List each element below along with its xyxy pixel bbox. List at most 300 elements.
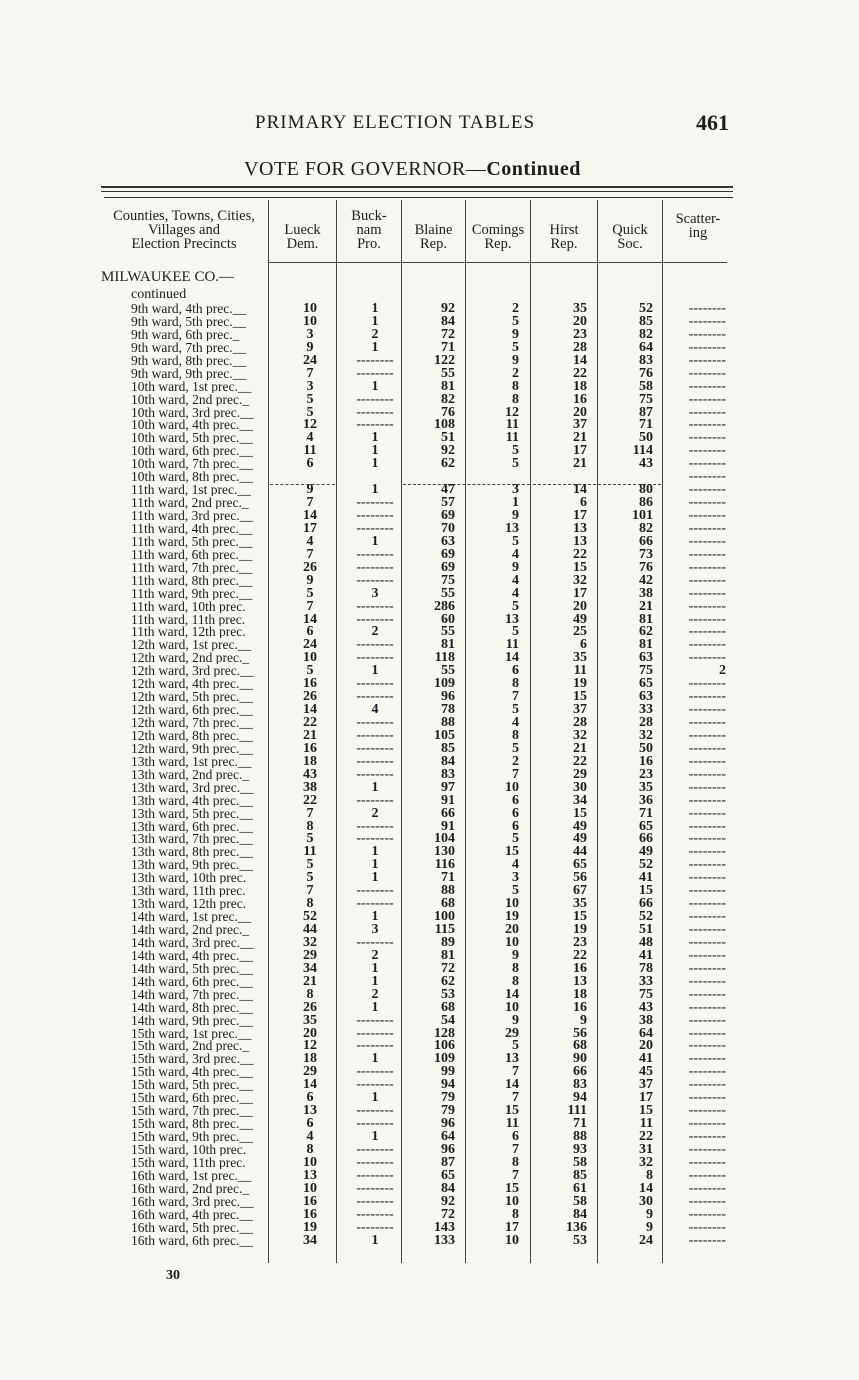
precinct-name: 14th ward, 3rd prec.__ xyxy=(131,935,254,949)
bucknam-votes: -------- xyxy=(356,1206,394,1222)
scattering-votes: -------- xyxy=(688,1077,726,1093)
hirst-votes: 35 xyxy=(573,896,587,912)
lueck-votes: 29 xyxy=(303,1064,317,1080)
bucknam-votes: -------- xyxy=(356,715,394,730)
scattering-votes: -------- xyxy=(688,973,726,989)
table-row xyxy=(0,1078,859,1091)
comings-votes: 6 xyxy=(512,1129,519,1144)
comings-votes: 10 xyxy=(505,1193,519,1209)
precinct-name: 12th ward, 8th prec.__ xyxy=(131,728,253,742)
bucknam-votes: -------- xyxy=(356,404,394,420)
precinct-name: 10th ward, 2nd prec._ xyxy=(131,392,250,406)
table-row xyxy=(0,574,859,587)
precinct-name: 9th ward, 5th prec.__ xyxy=(131,314,247,328)
quick-votes: 75 xyxy=(639,663,653,679)
blaine-votes: 57 xyxy=(441,495,455,511)
quick-votes: 62 xyxy=(639,624,653,640)
scattering-votes: -------- xyxy=(688,1154,726,1170)
blaine-votes: 62 xyxy=(441,456,455,472)
comings-votes: 14 xyxy=(505,986,519,1002)
quick-votes: 64 xyxy=(639,1025,653,1041)
precinct-name: 12th ward, 7th prec.__ xyxy=(131,716,253,729)
precinct-name: 11th ward, 5th prec.__ xyxy=(131,534,253,548)
blaine-votes: 92 xyxy=(441,443,455,459)
header-underline xyxy=(663,262,727,263)
lueck-votes: 16 xyxy=(303,740,317,756)
bucknam-votes: 1 xyxy=(371,378,379,394)
scattering-votes: -------- xyxy=(688,870,726,886)
quick-votes: 76 xyxy=(639,559,653,575)
table-row xyxy=(0,522,859,535)
comings-votes: 12 xyxy=(505,404,519,420)
precinct-name: 11th ward, 8th prec.__ xyxy=(131,573,253,587)
table-row xyxy=(0,431,859,444)
lueck-votes: 16 xyxy=(303,676,317,692)
precinct-name: 13th ward, 11th prec. xyxy=(131,884,246,898)
precinct-name: 16th ward, 3rd prec.__ xyxy=(131,1194,254,1208)
precinct-name: 11th ward, 6th prec.__ xyxy=(131,547,253,561)
table-row xyxy=(0,1156,859,1169)
precinct-name: 15th ward, 4th prec.__ xyxy=(131,1065,253,1079)
table-row xyxy=(0,988,859,1001)
comings-votes: 5 xyxy=(512,740,519,756)
precinct-name: 9th ward, 6th prec._ xyxy=(131,327,240,341)
blaine-votes: 85 xyxy=(441,740,455,756)
quick-votes: 32 xyxy=(639,727,653,743)
bucknam-votes: -------- xyxy=(356,1038,394,1054)
blaine-votes: 75 xyxy=(441,572,455,588)
blaine-votes: 81 xyxy=(441,947,455,963)
hirst-votes: 15 xyxy=(573,689,587,705)
comings-votes: 9 xyxy=(512,947,519,963)
comings-votes: 5 xyxy=(512,456,519,472)
precinct-name: 11th ward, 9th prec.__ xyxy=(131,586,253,600)
table-row xyxy=(0,1014,859,1027)
comings-votes: 10 xyxy=(505,999,519,1015)
comings-votes: 8 xyxy=(512,1206,519,1222)
quick-votes: 11 xyxy=(639,1116,653,1132)
comings-votes: 11 xyxy=(505,430,519,446)
table-row xyxy=(0,625,859,638)
bucknam-votes: 4 xyxy=(371,702,379,718)
table-row xyxy=(0,509,859,522)
quick-votes: 21 xyxy=(639,598,653,614)
blaine-votes: 92 xyxy=(441,1193,455,1209)
bucknam-votes: -------- xyxy=(356,1141,394,1157)
lueck-votes: 5 xyxy=(306,663,314,679)
blaine-votes: 118 xyxy=(434,650,455,666)
blaine-votes: 99 xyxy=(441,1064,455,1080)
quick-votes: 64 xyxy=(639,339,653,355)
bucknam-votes: 1 xyxy=(371,999,379,1015)
precinct-name: 11th ward, 11th prec. xyxy=(131,612,246,626)
precinct-name: 14th ward, 5th prec.__ xyxy=(131,961,253,975)
scattering-votes: -------- xyxy=(688,637,726,653)
table-row xyxy=(0,807,859,820)
quick-votes: 43 xyxy=(639,456,653,472)
table-row xyxy=(0,548,859,561)
hirst-votes: 35 xyxy=(573,301,587,316)
hirst-votes: 49 xyxy=(573,831,587,847)
bucknam-votes: -------- xyxy=(356,598,394,614)
table-row xyxy=(0,1001,859,1014)
scattering-votes: -------- xyxy=(688,934,726,950)
blaine-votes: 88 xyxy=(441,883,455,899)
table-row xyxy=(0,742,859,755)
quick-votes: 52 xyxy=(639,301,653,316)
comings-votes: 5 xyxy=(512,598,519,614)
lueck-votes: 6 xyxy=(306,1090,314,1106)
hirst-votes: 29 xyxy=(573,766,587,782)
lueck-votes: 7 xyxy=(306,365,314,381)
scattering-votes: -------- xyxy=(688,1167,726,1183)
blaine-votes: 133 xyxy=(434,1232,455,1248)
blaine-votes: 55 xyxy=(441,624,455,640)
hirst-votes: 20 xyxy=(573,598,587,614)
bucknam-votes: -------- xyxy=(356,1167,394,1183)
quick-votes: 31 xyxy=(639,1141,653,1157)
bucknam-votes: -------- xyxy=(356,1116,394,1132)
precinct-name: 12th ward, 4th prec.__ xyxy=(131,677,253,691)
scattering-votes: -------- xyxy=(688,533,726,549)
scattering-votes: -------- xyxy=(688,753,726,769)
comings-votes: 10 xyxy=(505,779,519,795)
comings-votes: 3 xyxy=(512,482,519,498)
quick-votes: 65 xyxy=(639,676,653,692)
table-row xyxy=(0,315,859,328)
comings-votes: 5 xyxy=(512,533,519,549)
precinct-name: 13th ward, 9th prec.__ xyxy=(131,858,253,872)
bucknam-votes: -------- xyxy=(356,689,394,705)
header-underline xyxy=(269,262,336,263)
precinct-name: 14th ward, 8th prec.__ xyxy=(131,1000,253,1014)
hirst-votes: 56 xyxy=(573,870,587,886)
lueck-votes: 12 xyxy=(303,1038,317,1054)
comings-votes: 14 xyxy=(505,650,519,666)
scattering-votes: -------- xyxy=(688,326,726,342)
hirst-votes: 23 xyxy=(573,934,587,950)
hirst-votes: 67 xyxy=(573,883,587,899)
precinct-name: 15th ward, 6th prec.__ xyxy=(131,1091,253,1105)
bucknam-votes: 1 xyxy=(371,456,379,472)
blaine-votes: 68 xyxy=(441,896,455,912)
hirst-votes: 83 xyxy=(573,1077,587,1093)
hirst-votes: 15 xyxy=(573,559,587,575)
blaine-votes: 55 xyxy=(441,585,455,601)
table-row xyxy=(0,496,859,509)
lueck-votes: 11 xyxy=(303,443,317,459)
quick-votes: 49 xyxy=(639,844,653,860)
scattering-votes: -------- xyxy=(688,740,726,756)
comings-votes: 9 xyxy=(512,1012,519,1028)
comings-votes: 10 xyxy=(505,934,519,950)
comings-votes: 4 xyxy=(512,572,519,588)
precinct-name: 14th ward, 2nd prec._ xyxy=(131,923,250,936)
hirst-votes: 28 xyxy=(573,715,587,730)
bucknam-votes: 2 xyxy=(371,947,379,963)
table-row xyxy=(0,690,859,703)
comings-votes: 29 xyxy=(505,1025,519,1041)
bucknam-votes: -------- xyxy=(356,727,394,743)
lueck-votes: 26 xyxy=(303,999,317,1015)
hirst-votes: 49 xyxy=(573,611,587,627)
blaine-votes: 108 xyxy=(434,417,455,433)
column-header-comings: Comings Rep. xyxy=(471,222,525,252)
table-row xyxy=(0,354,859,367)
bucknam-votes: 1 xyxy=(371,430,379,446)
scattering-votes: -------- xyxy=(688,1038,726,1054)
bucknam-votes: -------- xyxy=(356,508,394,523)
scattering-votes: -------- xyxy=(688,883,726,899)
hirst-votes: 19 xyxy=(573,676,587,692)
lueck-votes: 9 xyxy=(306,572,314,588)
quick-votes: 33 xyxy=(639,973,653,989)
quick-votes: 32 xyxy=(639,1154,653,1170)
page-number: 461 xyxy=(696,110,729,135)
scattering-votes: -------- xyxy=(688,495,726,511)
quick-votes: 86 xyxy=(639,495,653,511)
blaine-votes: 79 xyxy=(441,1103,455,1119)
quick-votes: 73 xyxy=(639,546,653,562)
comings-votes: 2 xyxy=(512,753,519,769)
table-row xyxy=(0,328,859,341)
lueck-votes: 8 xyxy=(306,986,314,1002)
quick-votes: 43 xyxy=(639,999,653,1015)
bucknam-votes: 1 xyxy=(371,443,379,459)
comings-votes: 8 xyxy=(512,973,519,989)
lueck-votes: 26 xyxy=(303,559,317,575)
bucknam-votes: 2 xyxy=(371,326,379,342)
table-row xyxy=(0,483,859,496)
precinct-name: 13th ward, 7th prec.__ xyxy=(131,832,253,846)
blaine-votes: 84 xyxy=(441,1180,455,1196)
precinct-name: 9th ward, 9th prec.__ xyxy=(131,366,247,380)
lueck-votes: 6 xyxy=(306,624,314,640)
bucknam-votes: 1 xyxy=(371,482,379,498)
blaine-votes: 105 xyxy=(434,727,455,743)
hirst-votes: 53 xyxy=(573,1232,587,1248)
precinct-name: 10th ward, 6th prec.__ xyxy=(131,444,253,458)
hirst-votes: 6 xyxy=(580,495,587,511)
bucknam-votes: 1 xyxy=(371,909,379,925)
bucknam-votes: -------- xyxy=(356,818,394,834)
quick-votes: 35 xyxy=(639,779,653,795)
quick-votes: 15 xyxy=(639,883,653,899)
quick-votes: 66 xyxy=(639,533,653,549)
scattering-votes: -------- xyxy=(688,792,726,808)
table-row xyxy=(0,677,859,690)
quick-votes: 75 xyxy=(639,391,653,407)
comings-votes: 9 xyxy=(512,559,519,575)
lueck-votes: 4 xyxy=(306,1129,314,1144)
quick-votes: 37 xyxy=(639,1077,653,1093)
blaine-votes: 72 xyxy=(441,1206,455,1222)
scattering-votes: -------- xyxy=(688,986,726,1002)
bucknam-votes: -------- xyxy=(356,896,394,912)
comings-votes: 5 xyxy=(512,313,519,329)
blaine-votes: 143 xyxy=(434,1219,455,1235)
quick-votes: 51 xyxy=(639,922,653,937)
scattering-votes: -------- xyxy=(688,844,726,860)
county-heading: MILWAUKEE CO.— xyxy=(101,269,235,285)
precinct-name: 14th ward, 9th prec.__ xyxy=(131,1013,253,1027)
comings-votes: 15 xyxy=(505,844,519,860)
table-row xyxy=(0,949,859,962)
blaine-votes: 65 xyxy=(441,1167,455,1183)
table-title-main: VOTE FOR GOVERNOR— xyxy=(244,158,487,180)
quick-votes: 83 xyxy=(639,352,653,368)
blaine-votes: 89 xyxy=(441,934,455,950)
hirst-votes: 17 xyxy=(573,443,587,459)
bucknam-votes: -------- xyxy=(356,883,394,899)
comings-votes: 7 xyxy=(512,689,519,705)
table-row xyxy=(0,1130,859,1143)
blaine-votes: 100 xyxy=(434,909,455,925)
bucknam-votes: -------- xyxy=(356,352,394,368)
quick-votes: 16 xyxy=(639,753,653,769)
precinct-name: 15th ward, 5th prec.__ xyxy=(131,1078,253,1092)
hirst-votes: 35 xyxy=(573,650,587,666)
comings-votes: 10 xyxy=(505,1232,519,1248)
blaine-votes: 91 xyxy=(441,792,455,808)
quick-votes: 41 xyxy=(639,1051,653,1067)
quick-votes: 38 xyxy=(639,585,653,601)
blaine-votes: 115 xyxy=(434,922,455,937)
precinct-name: 13th ward, 8th prec.__ xyxy=(131,845,253,859)
column-header-bucknam: Buck- nam Pro. xyxy=(351,208,387,252)
quick-votes: 52 xyxy=(639,857,653,873)
lueck-votes: 14 xyxy=(303,1077,317,1093)
blaine-votes: 66 xyxy=(441,805,455,821)
lueck-votes: 22 xyxy=(303,715,317,730)
hirst-votes: 11 xyxy=(573,663,587,679)
hirst-votes: 32 xyxy=(573,727,587,743)
scattering-votes: -------- xyxy=(688,857,726,873)
quick-votes: 82 xyxy=(639,326,653,342)
table-row xyxy=(0,910,859,923)
quick-votes: 63 xyxy=(639,650,653,666)
quick-votes: 71 xyxy=(639,417,653,433)
comings-votes: 5 xyxy=(512,883,519,899)
lueck-votes: 9 xyxy=(306,482,314,498)
table-row xyxy=(0,1104,859,1117)
lueck-votes: 10 xyxy=(303,1180,317,1196)
header-underline xyxy=(531,262,597,263)
lueck-votes: 8 xyxy=(306,1141,314,1157)
scattering-votes: -------- xyxy=(688,482,726,498)
bucknam-votes: 1 xyxy=(371,533,379,549)
table-row xyxy=(0,1143,859,1156)
bucknam-votes: 1 xyxy=(371,339,379,355)
blaine-votes: 64 xyxy=(441,1129,455,1144)
comings-votes: 5 xyxy=(512,1038,519,1054)
blaine-votes: 106 xyxy=(434,1038,455,1054)
precinct-name: 10th ward, 5th prec.__ xyxy=(131,431,253,445)
scattering-votes: -------- xyxy=(688,1012,726,1028)
hirst-votes: 22 xyxy=(573,753,587,769)
lueck-votes: 43 xyxy=(303,766,317,782)
scattering-votes: -------- xyxy=(688,1193,726,1209)
column-header-blaine: Blaine Rep. xyxy=(414,222,453,252)
blaine-votes: 53 xyxy=(441,986,455,1002)
top-rule xyxy=(101,186,733,188)
table-row xyxy=(0,651,859,664)
hirst-votes: 20 xyxy=(573,404,587,420)
comings-votes: 7 xyxy=(512,1167,519,1183)
blaine-votes: 70 xyxy=(441,520,455,536)
quick-votes: 66 xyxy=(639,831,653,847)
comings-votes: 9 xyxy=(512,508,519,523)
hirst-votes: 37 xyxy=(573,417,587,433)
precinct-name: 16th ward, 6th prec.__ xyxy=(131,1233,253,1247)
bucknam-votes: -------- xyxy=(356,1219,394,1235)
blaine-votes: 128 xyxy=(434,1025,455,1041)
quick-votes: 75 xyxy=(639,986,653,1002)
scattering-votes: -------- xyxy=(688,378,726,394)
precinct-name: 11th ward, 1st prec.__ xyxy=(131,483,251,497)
scattering-votes: -------- xyxy=(688,805,726,821)
lueck-votes: 10 xyxy=(303,313,317,329)
blaine-votes: 92 xyxy=(441,301,455,316)
quick-votes: 66 xyxy=(639,896,653,912)
hirst-votes: 15 xyxy=(573,805,587,821)
scattering-votes: -------- xyxy=(688,365,726,381)
blaine-votes: 83 xyxy=(441,766,455,782)
hirst-votes: 23 xyxy=(573,326,587,342)
comings-votes: 7 xyxy=(512,766,519,782)
comings-votes: 9 xyxy=(512,326,519,342)
blaine-votes: 63 xyxy=(441,533,455,549)
scattering-votes: -------- xyxy=(688,430,726,446)
table-row xyxy=(0,418,859,431)
precinct-name: 15th ward, 8th prec.__ xyxy=(131,1117,253,1131)
precinct-name: 12th ward, 6th prec.__ xyxy=(131,703,253,717)
blaine-votes: 130 xyxy=(434,844,455,860)
lueck-votes: 3 xyxy=(306,378,314,394)
lueck-votes: 5 xyxy=(306,404,314,420)
lueck-votes: 5 xyxy=(306,831,314,847)
quick-votes: 24 xyxy=(639,1232,653,1248)
hirst-votes: 84 xyxy=(573,1206,587,1222)
hirst-votes: 22 xyxy=(573,546,587,562)
comings-votes: 19 xyxy=(505,909,519,925)
lueck-votes: 6 xyxy=(306,1116,314,1132)
scattering-votes: -------- xyxy=(688,572,726,588)
comings-votes: 13 xyxy=(505,520,519,536)
lueck-votes: 10 xyxy=(303,650,317,666)
scattering-votes: -------- xyxy=(688,1206,726,1222)
scattering-votes: -------- xyxy=(688,1116,726,1132)
hirst-votes: 20 xyxy=(573,313,587,329)
lueck-votes: 7 xyxy=(306,598,314,614)
column-header-precincts: Counties, Towns, Cities, Villages and Election Precincts xyxy=(113,208,255,252)
precinct-name: 10th ward, 7th prec.__ xyxy=(131,457,253,471)
blaine-votes: 72 xyxy=(441,960,455,976)
precinct-name: 13th ward, 1st prec.__ xyxy=(131,754,252,768)
table-row xyxy=(0,638,859,651)
hirst-votes: 15 xyxy=(573,909,587,925)
comings-votes: 13 xyxy=(505,1051,519,1067)
bucknam-votes: -------- xyxy=(356,1077,394,1093)
table-row xyxy=(0,587,859,600)
blaine-votes: 286 xyxy=(434,598,455,614)
comings-votes: 10 xyxy=(505,896,519,912)
lueck-votes: 4 xyxy=(306,430,314,446)
hirst-votes: 58 xyxy=(573,1154,587,1170)
lueck-votes: 5 xyxy=(306,391,314,407)
table-row xyxy=(0,716,859,729)
blaine-votes: 72 xyxy=(441,326,455,342)
